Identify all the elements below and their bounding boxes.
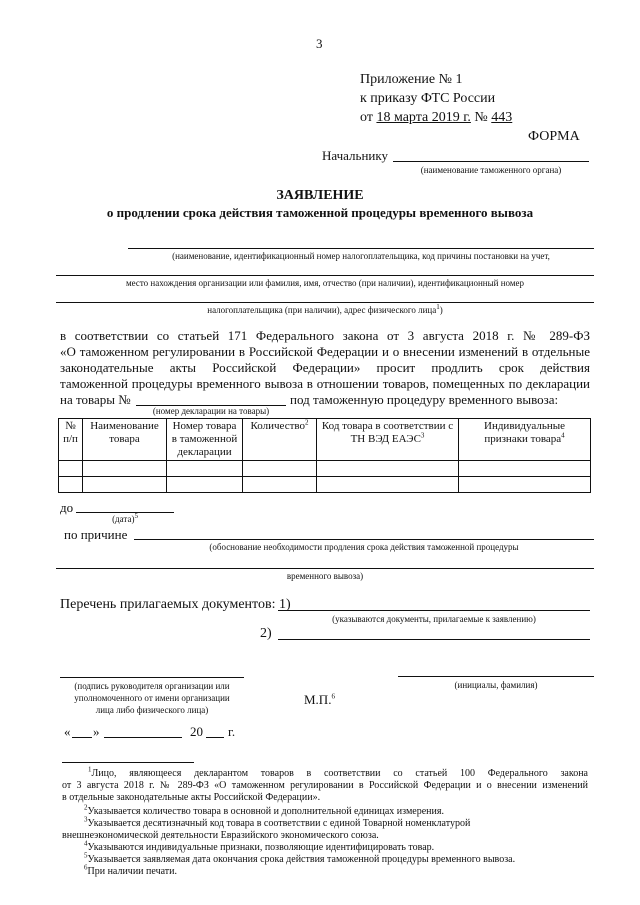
document-2-label: 2) <box>260 626 272 641</box>
order-number: 443 <box>491 110 513 125</box>
applicant-caption-1: (наименование, идентификационный номер налогоплательщика, код причины постановки на учет, <box>172 251 550 261</box>
date-open-quote: « <box>64 724 71 739</box>
applicant-field-2[interactable] <box>56 275 594 276</box>
footnote-separator <box>62 762 194 763</box>
document-subtitle: о продлении срока действия таможенной процедуры временного вывоза <box>106 205 534 220</box>
reason-label: по причине <box>64 527 128 542</box>
footnote-3: $^3$Указывается десятизначный код товара в соответствии с единой Товарной номенклатурой внешнеэкономической деятельности Евразийского экономического союза. <box>62 815 471 841</box>
appendix-label: Приложение № 1 <box>360 72 463 87</box>
order-date-line: от 18 марта 2019 г. № 443 <box>360 110 513 125</box>
body-line-4: таможенной процедуры временного вывоза в отношении товаров, помещенных по декларации <box>60 376 590 391</box>
stamp-label: М.П.$^6$ <box>304 692 335 707</box>
applicant-field-1[interactable] <box>128 248 594 249</box>
until-label: до <box>60 500 74 515</box>
order-reference <box>360 70 512 127</box>
form-label: ФОРМА <box>528 129 580 144</box>
documents-caption: (указываются документы, прилагаемые к заявлению) <box>332 614 536 624</box>
addressee-field[interactable] <box>393 161 589 162</box>
document-title: ЗАЯВЛЕНИЕ <box>276 188 364 203</box>
document-1-field[interactable] <box>278 610 590 611</box>
footnote-6: $^6$При наличии печати. <box>84 863 177 877</box>
month-field[interactable] <box>104 737 182 738</box>
col-header-features: Индивидуальные признаки товара$^4$ <box>459 419 591 461</box>
order-label: к приказу ФТС России <box>360 91 496 106</box>
table-row[interactable] <box>59 477 591 493</box>
reason-caption-1: (обоснование необходимости продления срока действия таможенной процедуры <box>209 542 519 552</box>
body-line-5-end: под таможенную процедуру временного вывоза: <box>290 392 559 407</box>
col-header-code: Код товара в соответствии с ТН ВЭД ЕАЭС$^3$ <box>317 419 459 461</box>
reason-caption-2: временного вывоза) <box>286 571 364 581</box>
col-header-item-number: Номер товара в таможенной декларации <box>167 419 243 461</box>
applicant-field-3[interactable] <box>56 302 594 303</box>
year-prefix: 20 <box>190 724 203 739</box>
addressee-caption: (наименование таможенного органа) <box>420 165 562 175</box>
addressee-label: Начальнику <box>322 148 389 163</box>
col-header-name: Наименование товара <box>83 419 167 461</box>
signature-caption: (подпись руководителя организации или уполномоченного от имени организации лица либо физического лица) <box>74 681 230 715</box>
document-2-field[interactable] <box>278 639 590 640</box>
applicant-caption-3: налогоплательщика (при наличии), адрес физического лица$^1$) <box>207 303 443 315</box>
applicant-caption-2: место нахождения организации или фамилия, имя, отчество (при наличии), идентификационный номер <box>125 278 525 288</box>
table-header-row <box>59 419 591 461</box>
day-field[interactable] <box>72 737 92 738</box>
footnote-1: $^1$Лицо, являющееся декларантом товаров в соответствии со статьей 100 Федерального закона от 3 августа 2018 г. № 289-ФЗ «О таможенном регулировании в Российской Федерации и о внесении изменений в отдельные законодательные акты Российской Федерации». <box>62 765 588 803</box>
initials-caption: (инициалы, фамилия) <box>454 680 538 690</box>
col-header-quantity: Количество$^2$ <box>243 419 317 461</box>
footnote-2: $^2$Указывается количество товара в основной и дополнительной единицах измерения. <box>84 803 444 817</box>
col-header-number: № п/п <box>59 419 83 461</box>
body-line-3: законодательные акты Российской Федерации» просит продлить срок действия <box>60 360 590 375</box>
date-close-quote: » <box>93 724 100 739</box>
footnote-4: $^4$Указываются индивидуальные признаки, позволяющие идентифицировать товар. <box>84 839 435 853</box>
goods-table <box>58 418 591 493</box>
reason-field-1[interactable] <box>134 539 594 540</box>
signature-field[interactable] <box>60 677 244 678</box>
year-field[interactable] <box>206 737 224 738</box>
body-line-5-start: на товары № <box>60 392 131 407</box>
documents-label: Перечень прилагаемых документов: 1) <box>60 597 291 612</box>
until-caption: (дата)$^5$ <box>112 512 138 524</box>
table-row[interactable] <box>59 461 591 477</box>
year-suffix: г. <box>228 724 236 739</box>
footnote-5: $^5$Указывается заявляемая дата окончания срока действия таможенной процедуры временного вывоза. <box>84 851 516 865</box>
order-date: 18 марта 2019 г. <box>376 110 471 125</box>
page-number: 3 <box>316 36 323 51</box>
body-line-2: «О таможенном регулировании в Российской Федерации и о внесении изменений в отдельные <box>60 344 590 359</box>
until-date-field[interactable] <box>76 512 174 513</box>
body-line-1: в соответствии со статьей 171 Федерального закона от 3 августа 2018 г. № 289-ФЗ <box>60 328 590 343</box>
declaration-caption: (номер декларации на товары) <box>152 406 270 416</box>
reason-field-2[interactable] <box>56 568 594 569</box>
initials-field[interactable] <box>398 676 594 677</box>
